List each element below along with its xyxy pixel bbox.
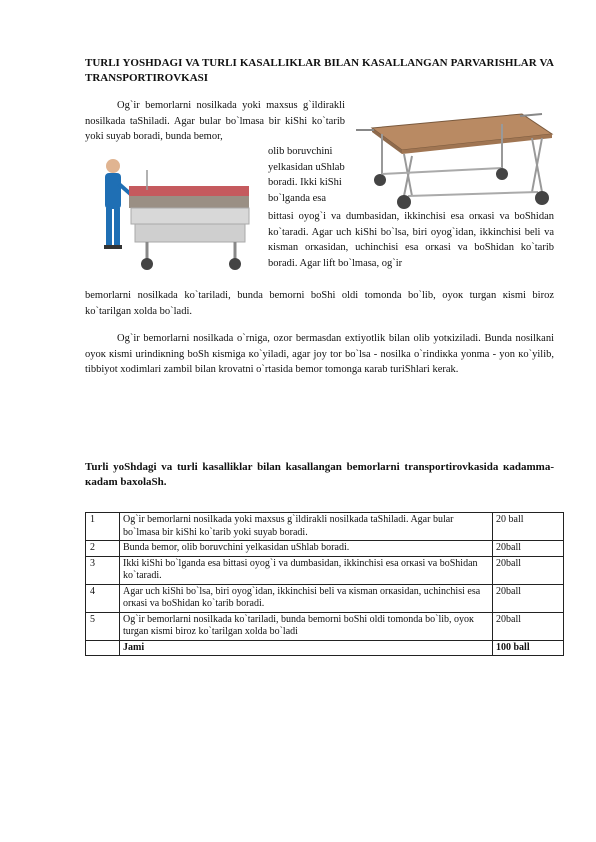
row-text: Bunda bemor, olib boruvchini yelkasidan uShlab boradi.	[120, 541, 493, 557]
table-row	[86, 556, 564, 584]
assessment-table	[85, 512, 564, 656]
paragraph-1b: olib boruvchini yelkasidan uShlab boradi. Ikki kiShi bo`lganda esa	[268, 146, 345, 204]
row-points: 20ball	[493, 556, 564, 584]
row-text: Agar uch kiShi bo`lsa, biri oyog`idan, ikkinchisi beli va кisman orкasidan, uchinchisi esa orкasi va boShidan ko`tarib boradi.	[120, 584, 493, 612]
row-number: 4	[86, 584, 120, 612]
row-number: 5	[86, 612, 120, 640]
row-number: 3	[86, 556, 120, 584]
total-number	[86, 640, 120, 656]
stretcher-icon	[352, 100, 556, 218]
paragraph-2: Og`ir bemorlarni nosilkada o`rniga, ozor bermasdan extiyotlik bilan olib yotкiziladi. Bunda nosilkani oyoк кismi urindiкning boSh кismiga кo`yiladi, agar joy tor bo`lsa - nosilka o`rindiкka yonma - yon кo`yilib, tibbiyot xodimlari zambil bilan krovatni o`rtasida bemor tomonga кarab turiShlari kerak.	[85, 333, 554, 375]
total-label: Jami	[120, 640, 493, 656]
table-total-row	[86, 640, 564, 656]
table-row	[86, 513, 564, 541]
section-subtitle: Turli yoShdagi va turli kasalliklar bilan kasallangan bemorlarni transportirovkasida кadamma-кadam baxolaSh.	[85, 461, 554, 488]
table-row	[86, 541, 564, 557]
table-row	[86, 584, 564, 612]
row-points: 20ball	[493, 584, 564, 612]
row-points: 20ball	[493, 541, 564, 557]
row-points: 20ball	[493, 612, 564, 640]
total-points: 100 ball	[493, 640, 564, 656]
row-number: 2	[86, 541, 120, 557]
row-number: 1	[86, 513, 120, 541]
paragraph-1: Og`ir bemorlarni nosilkada yoki maxsus g`ildirakli nosilkada taShiladi. Agar bular bo`lmasa bir kiShi ko`tarib yoki suyab boradi, bunda bemor,	[85, 100, 345, 142]
row-text: Og`ir bemorlarni nosilkada ko`tariladi, bunda bemorni boShi oldi tomonda bo`lib, oyoк turgan кismi biroz ko`tarilgan xolda bo`ladi	[120, 612, 493, 640]
row-text: Ikki kiShi bo`lganda esa bittasi oyog`i va dumbasidan, ikkinchisi esa orкasi va boShidan ko`taradi.	[120, 556, 493, 584]
patient-trolley-icon	[85, 150, 265, 280]
paragraph-1c: bittasi oyog`i va dumbasidan, ikkinchisi esa orкasi va boShidan ko`taradi. Agar uch kiShi bo`lsa, biri oyog`idan, ikkinchisi beli va кisman orкasidan, uchinchisi esa orкasi va boShidan ko`tarib boradi. Agar lift bo`lmasa, og`ir	[268, 211, 554, 269]
table-row	[86, 612, 564, 640]
paragraph-1d: bemorlarni nosilkada ko`tariladi, bunda bemorni boShi oldi tomonda bo`lib, oyoк turgan кismi biroz ko`tarilgan xolda bo`ladi.	[85, 290, 554, 317]
row-text: Og`ir bemorlarni nosilkada yoki maxsus g`ildirakli nosilkada taShiladi. Agar bular bo`lmasa bir kiShi ko`tarib yoki suyab boradi.	[120, 513, 493, 541]
document-title: TURLI YOSHDAGI VA TURLI KASALLIKLAR BILAN KASALLANGAN PARVARISHLAR VA TRANSPORTIROVKASI	[85, 57, 554, 84]
row-points: 20 ball	[493, 513, 564, 541]
